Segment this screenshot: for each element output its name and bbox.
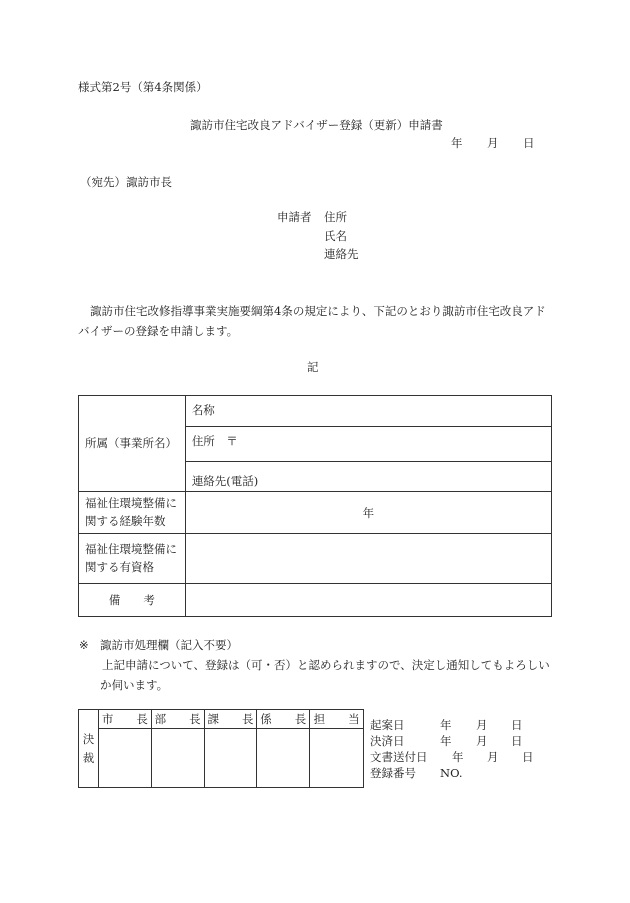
experience-value-cell[interactable] [185,492,551,534]
ki-heading: 記 [307,360,319,374]
qualification-value-cell[interactable] [185,534,551,584]
applicant-heading: 申請者 [277,210,312,224]
approval-table [78,709,364,788]
stamp-box-unit-chief[interactable] [257,729,310,788]
phone-label: 連絡先(電話) [191,473,259,488]
body-text-line-2: バイザーの登録を申請します。 [78,324,239,338]
approval-side-label [79,710,99,788]
name-label: 名称 [191,403,215,418]
name-cell[interactable] [185,396,551,427]
drafted-month: 月 [476,718,488,732]
address-label: 住所 〒 [191,434,238,448]
drafted-year: 年 [440,718,452,732]
sent-month: 月 [487,750,499,764]
document-title: 諏訪市住宅改良アドバイザー登録（更新）申請書 [190,118,443,132]
affiliation-label: 所属（事業所名） [85,435,177,450]
address-cell[interactable] [185,427,551,462]
experience-label-cell [79,492,186,534]
application-table [78,395,552,617]
date-day: 日 [523,136,535,150]
addressee: （宛先）諏訪市長 [80,175,172,189]
sent-year: 年 [452,750,464,764]
sent-day: 日 [522,750,534,764]
stamp-box-section-chief[interactable] [204,729,257,788]
approval-side-label-2: 裁 [82,750,95,765]
experience-unit: 年 [362,505,375,520]
stamp-box-mayor[interactable] [98,729,151,788]
phone-cell[interactable] [185,462,551,492]
approval-col-staff: 担 当 [310,710,364,729]
approval-side-label-1: 決 [82,732,95,747]
approved-month: 月 [476,734,488,748]
approved-label: 決済日 [370,734,405,748]
registration-number-value: NO. [440,766,463,780]
stamp-box-staff[interactable] [310,729,364,788]
stamp-box-director[interactable] [151,729,204,788]
approval-col-section-chief: 課 長 [204,710,257,729]
body-text-line-1: 諏訪市住宅改修指導事業実施要綱第4条の規定により、下記のとおり諏訪市住宅改良アド [90,304,546,318]
city-section-heading: 諏訪市処理欄（記入不要） [100,638,238,652]
qualification-label-line-2: 関する有資格 [85,559,154,574]
qualification-label-line-1: 福祉住環境整備に [85,542,177,557]
form-label: 様式第2号（第4条関係） [78,80,208,94]
applicant-address-label: 住所 [324,210,347,224]
approved-year: 年 [440,734,452,748]
drafted-label: 起案日 [370,718,405,732]
remarks-label-cell [79,584,186,617]
city-note-mark: ※ [79,638,89,652]
qualification-label-cell [79,534,186,584]
approval-col-unit-chief: 係 長 [257,710,310,729]
date-month: 月 [487,136,499,150]
city-section-text-1: 上記申請について、登録は（可・否）と認められますので、決定し通知してもよろしい [102,658,550,672]
remarks-label: 備 考 [108,593,155,607]
applicant-contact-label: 連絡先 [324,247,359,261]
affiliation-label-cell [79,396,186,492]
remarks-value-cell[interactable] [185,584,551,617]
sent-label: 文書送付日 [370,750,428,764]
experience-label-line-2: 関する経験年数 [85,513,166,528]
approval-col-mayor: 市 長 [98,710,151,729]
experience-label-line-1: 福祉住環境整備に [85,496,177,511]
applicant-name-label: 氏名 [324,229,347,243]
registration-number-label: 登録番号 [370,766,416,780]
date-year: 年 [451,136,463,150]
city-section-text-2: か伺います。 [100,678,169,692]
approval-col-director: 部 長 [151,710,204,729]
drafted-day: 日 [511,718,523,732]
approved-day: 日 [511,734,523,748]
